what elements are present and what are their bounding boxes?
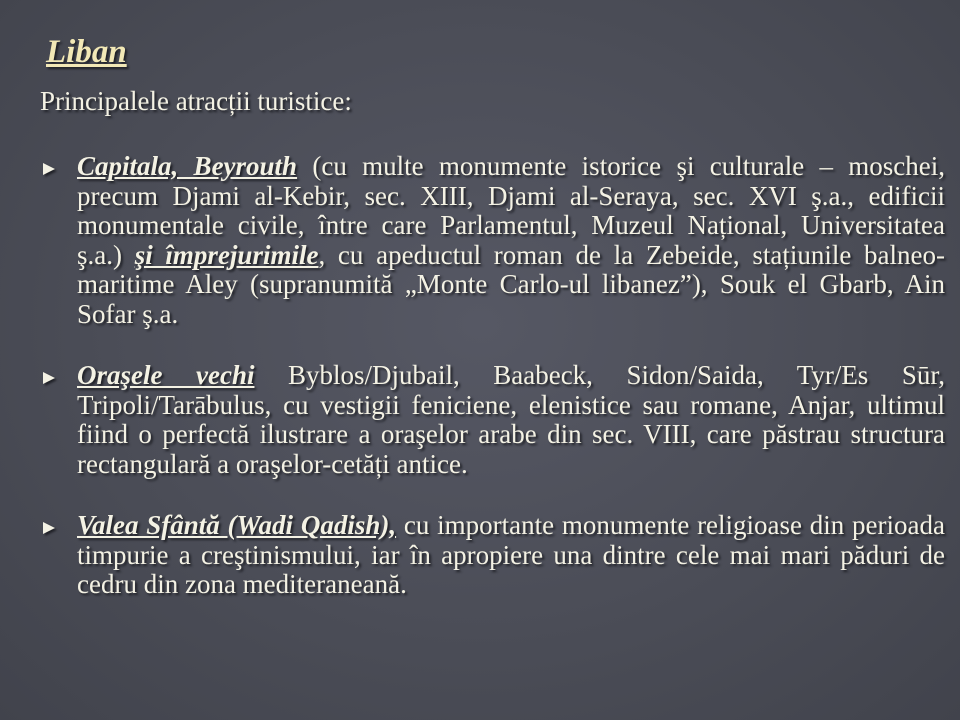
bullet-arrow-icon bbox=[43, 163, 55, 175]
bullet-text bbox=[77, 361, 945, 479]
bullet-arrow-icon bbox=[43, 522, 55, 534]
bullet-item-holy-valley bbox=[40, 511, 945, 600]
bullet-body: cu importante monumente religioase din perioada timpurie a creştinismului, iar în apropiere una dintre cele mai mari păduri de cedru din zona mediteraneană. bbox=[77, 510, 945, 599]
bullet-body: (cu multe monumente istorice şi culturale – moschei, precum Djami al-Kebir, sec. XIII, Djami al-Seraya, sec. XVI ş.a., edificii monumentale civile, între care Parlamentul, Muzeul Național, Universitatea ş.a.) bbox=[77, 151, 946, 270]
bullet-lead: Capitala, Beyrouth bbox=[77, 151, 298, 181]
slide-subtitle: Principalele atracții turistice: bbox=[40, 86, 352, 116]
bullet-item-old-cities bbox=[40, 361, 945, 479]
bullet-lead: Valea Sfântă (Wadi Qadish), bbox=[77, 510, 397, 540]
bullet-body: Byblos/Djubail, Baabeck, Sidon/Saida, Tyr/Es Sūr, Tripoli/Tarābulus, cu vestigii feniciene, elenistice sau romane, Anjar, ultimul fiind o perfectă ilustrare a oraşelor arabe din sec. VIII, care păstrau structura rectangulară a oraşelor-cetăți antice. bbox=[77, 360, 946, 479]
bullet-list bbox=[40, 152, 945, 632]
bullet-lead: Oraşele vechi bbox=[77, 360, 255, 390]
bullet-lead-secondary: şi împrejurimile bbox=[134, 239, 319, 270]
bullet-body-continued: , cu apeductul roman de la Zebeide, stațiunile balneo-maritime Aley (supranumită „Monte Carlo-ul libanez”), Souk el Gbarb, Ain Sofar ş.a. bbox=[77, 239, 945, 329]
slide-title: Liban bbox=[46, 34, 127, 70]
bullet-text bbox=[77, 511, 945, 600]
bullet-item-capital bbox=[40, 152, 945, 329]
bullet-arrow-icon bbox=[43, 372, 55, 384]
bullet-text bbox=[77, 152, 945, 329]
